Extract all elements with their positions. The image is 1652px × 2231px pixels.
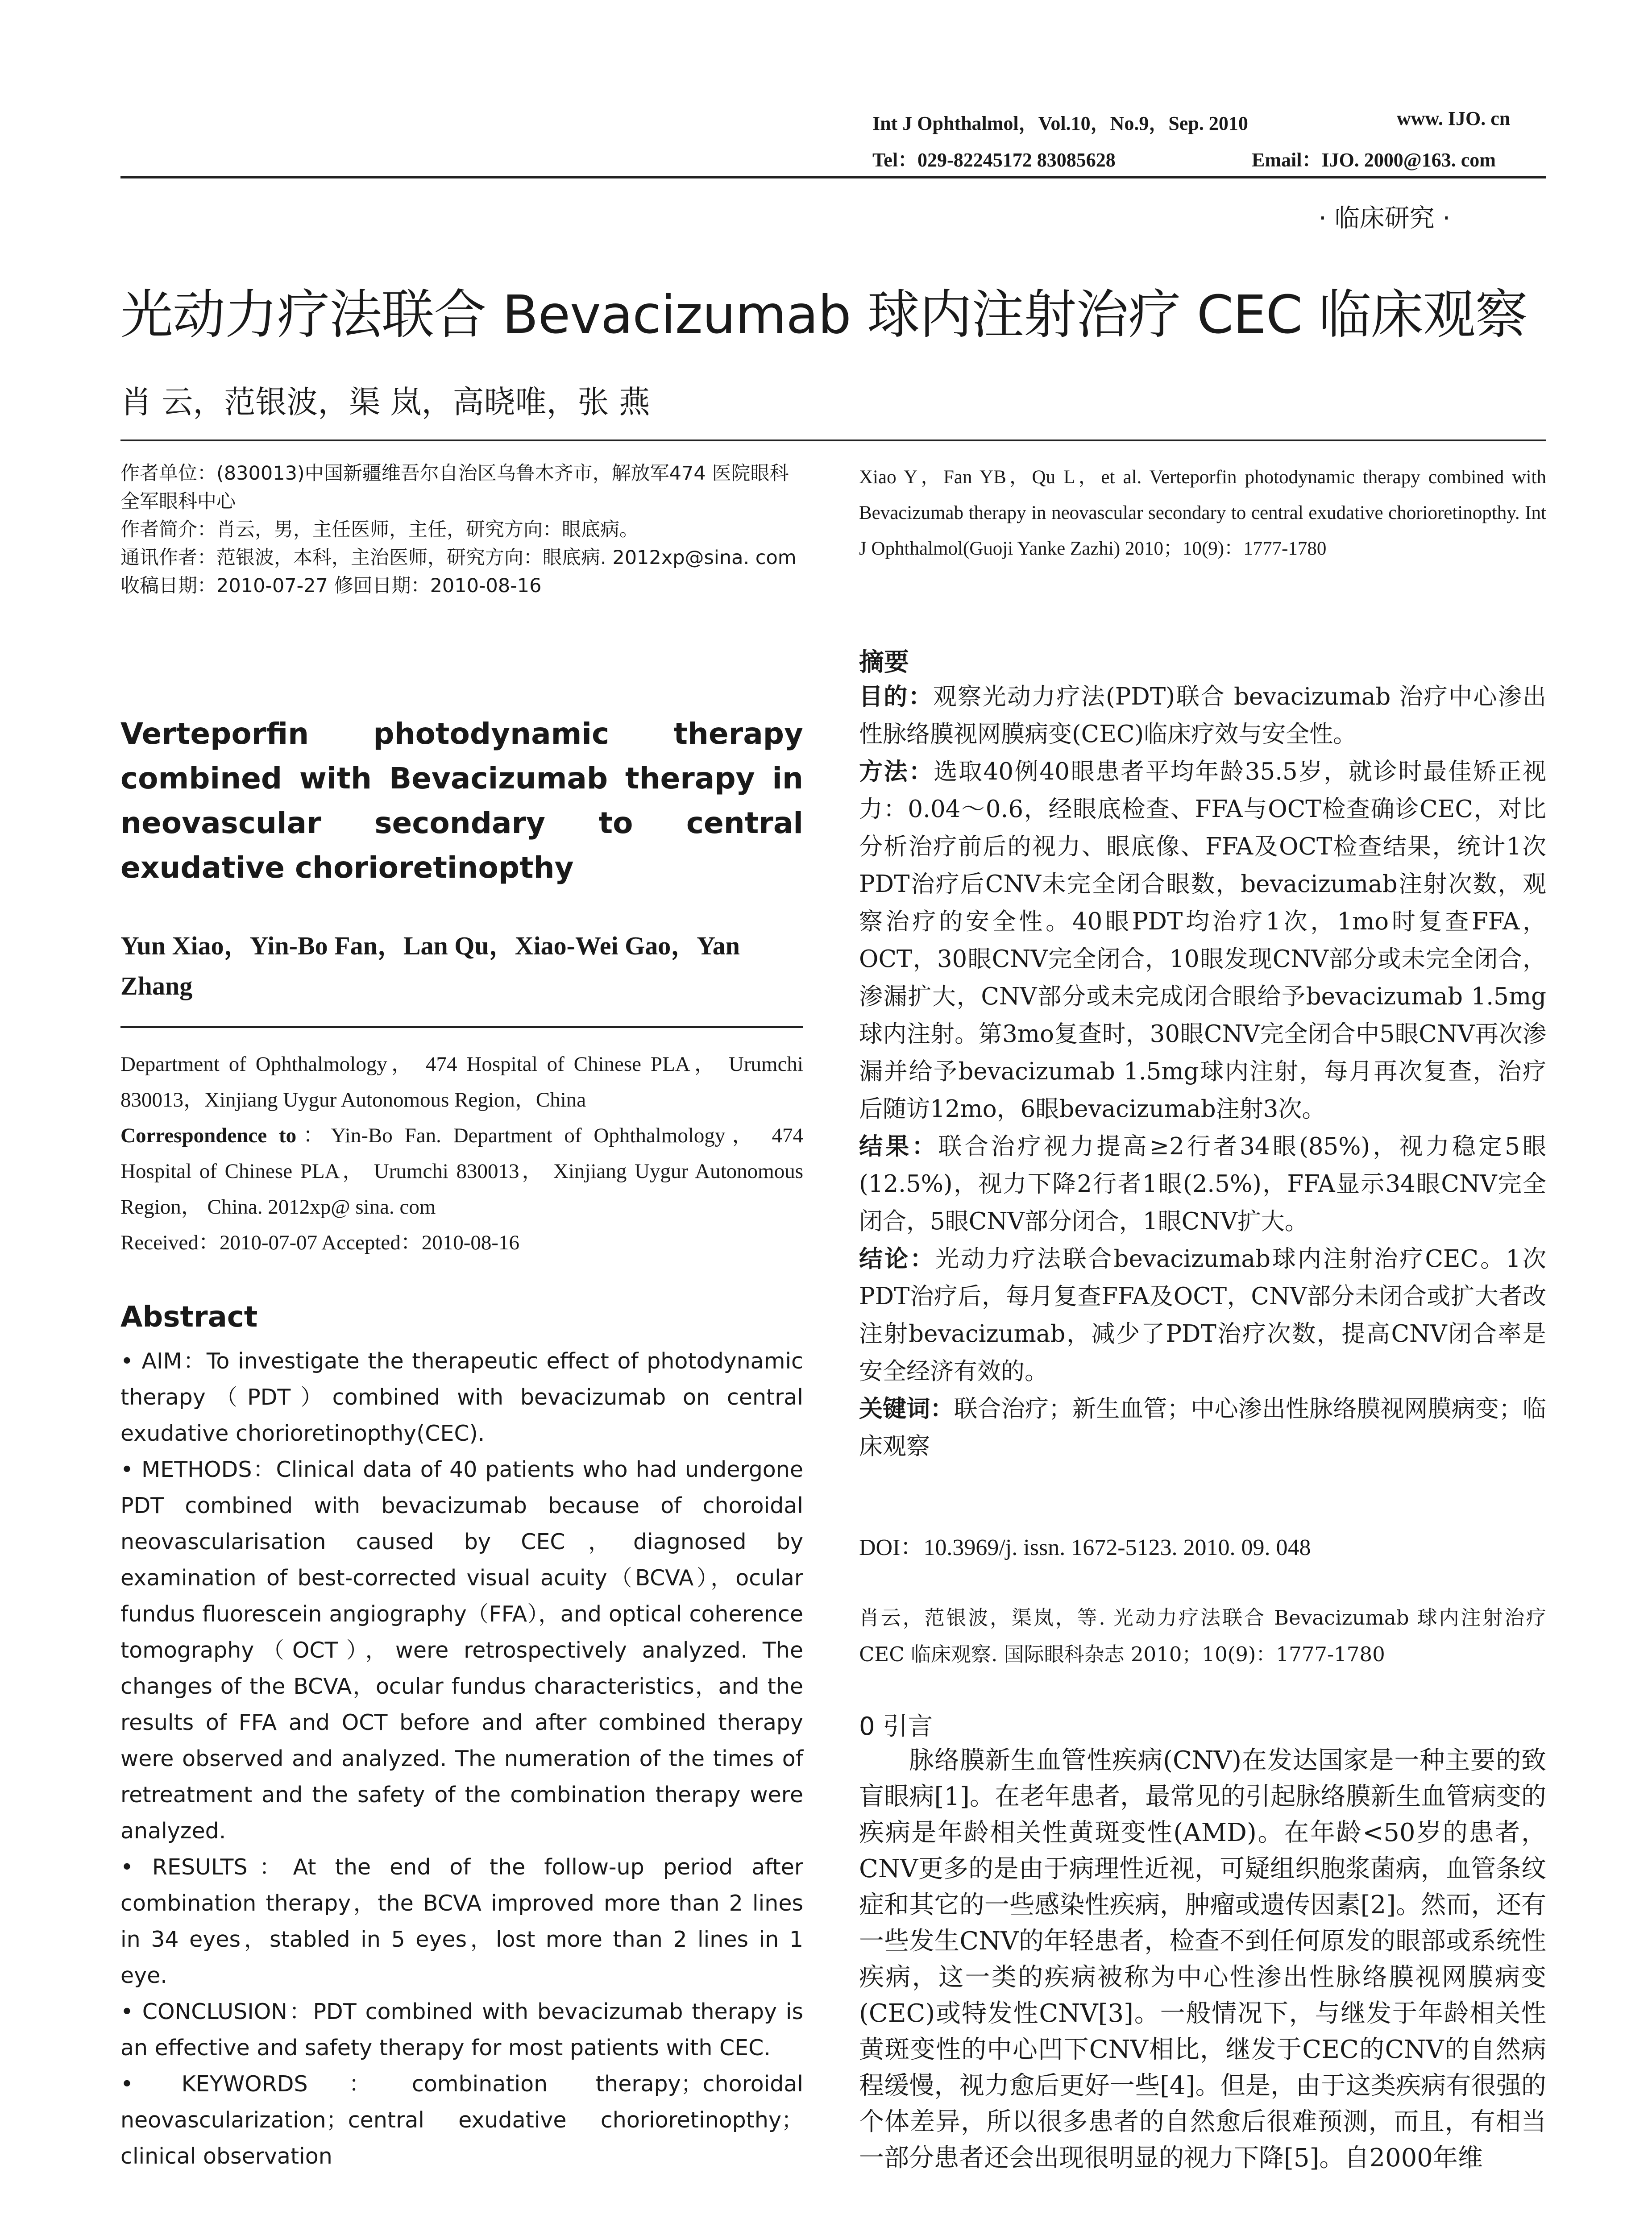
cn-methods-label: 方法： bbox=[859, 758, 934, 785]
abstract-english bbox=[120, 1343, 803, 2174]
cn-keywords bbox=[859, 1390, 1546, 1465]
cn-methods-text: 选取40例40眼患者平均年龄35.5岁，就诊时最佳矫正视力：0.04～0.6，经眼底检查、FFA与OCT检查确诊CEC，对比分析治疗前后的视力、眼底像、FFA及OCT检查结果，统计1次PDT治疗后CNV未完全闭合眼数，bevacizumab注射次数，观察治疗的安全性。40眼PDT均治疗1次，1mo时复查FFA，OCT，30眼CNV完全闭合，10眼发现CNV部分或未完全闭合，渗漏扩大，CNV部分或未完成闭合眼给予bevacizumab 1.5mg球内注射。第3mo复查时，30眼CNV完全闭合中5眼CNV再次渗漏并给予bevacizumab 1.5mg球内注射，每月再次复查，治疗后随访12mo，6眼bevacizumab注射3次。 bbox=[859, 758, 1547, 1123]
doi: DOI：10.3969/j. issn. 1672-5123. 2010. 09. 048 bbox=[859, 1535, 1311, 1560]
cn-keywords-label: 关键词： bbox=[859, 1395, 954, 1422]
cn-conclusion bbox=[859, 1240, 1546, 1390]
cn-abstract-heading: 摘要 bbox=[859, 648, 909, 677]
abstract-methods: • METHODS：Clinical data of 40 patients who had undergone PDT combined with bevacizumab because of choroidal neovascularisation caused by CEC，diagnosed by examination of best-corrected visual acuity（BCVA），ocular fundus fluorescein angiography（FFA），and optical coherence tomography（OCT），were retrospectively analyzed. The changes of the BCVA，ocular fundus characteristics，and the results of FFA and OCT before and after combined therapy were observed and analyzed. The numeration of the times of retreatment and the safety of the combination therapy were analyzed. bbox=[120, 1457, 803, 1844]
correspondence-label: Correspondence to bbox=[120, 1124, 297, 1147]
intro-text: 脉络膜新生血管性疾病(CNV)在发达国家是一种主要的致盲眼病[1]。在老年患者，最常见的引起脉络膜新生血管病变的疾病是年龄相关性黄斑变性(AMD)。在年龄<50岁的患者，CNV更多的是由于病理性近视，可疑组织胞浆菌病，血管条纹症和其它的一些感染性疾病，肿瘤或遗传因素[2]。然而，还有一些发生CNV的年轻患者，检查不到任何原发的眼部或系统性疾病，这一类的疾病被称为中心性渗出性脉络膜视网膜病变(CEC)或特发性CNV[3]。一般情况下，与继发于年龄相关性黄斑变性的中心凹下CNV相比，继发于CEC的CNV的自然病程缓慢，视力愈后更好一些[4]。但是，由于这类疾病有很强的个体差异，所以很多患者的自然愈后很难预测，而且，有相当一部分患者还会出现很明显的视力下降[5]。自2000年维 bbox=[859, 1746, 1546, 2173]
abstract-results: • RESULTS：At the end of the follow-up period after combination therapy，the BCVA improved more than 2 lines in 34 eyes，stabled in 5 eyes，lost more than 2 lines in 1 eye. bbox=[120, 1854, 803, 1988]
abstract-aim: • AIM：To investigate the therapeutic effect of photodynamic therapy（PDT）combined with bevacizumab on central exudative chorioretinopthy(CEC). bbox=[120, 1348, 803, 1446]
journal-email: Email：IJO. 2000@163. com bbox=[1252, 149, 1496, 171]
english-authors: Yun Xiao，Yin-Bo Fan，Lan Qu，Xiao-Wei Gao，Yan Zhang bbox=[120, 931, 740, 1000]
abstract-conclusion: • CONCLUSION：PDT combined with bevacizumab therapy is an effective and safety therapy for most patients with CEC. bbox=[120, 1999, 803, 2061]
section-tag: · 临床研究 · bbox=[1319, 204, 1451, 233]
cn-aim bbox=[859, 678, 1546, 753]
english-title: Verteporfin photodynamic therapy combined with Bevacizumab therapy in neovascular secondary to central exudative chorioretinopthy bbox=[120, 717, 803, 885]
correspondence-text: ：Yin-Bo Fan. Department of Ophthalmology， 474 Hospital of Chinese PLA， Urumchi 830013， Xinjiang Uygur Autonomous Region， China. 2012xp@ sina. com bbox=[120, 1124, 803, 1219]
abstract-keywords: • KEYWORDS：combination therapy；choroidal neovascularization；central exudative chorioretinopthy；clinical observation bbox=[120, 2071, 803, 2169]
cn-conclusion-text: 光动力疗法联合bevacizumab球内注射治疗CEC。1次PDT治疗后，每月复查FFA及OCT，CNV部分未闭合或扩大者改注射bevacizumab，减少了PDT治疗次数，提高CNV闭合率是安全经济有效的。 bbox=[859, 1245, 1547, 1385]
cn-results bbox=[859, 1128, 1546, 1240]
department: Department of Ophthalmology， 474 Hospital of Chinese PLA， Urumchi 830013，Xinjiang Uygur Autonomous Region，China bbox=[120, 1053, 803, 1111]
cn-aim-label: 目的： bbox=[859, 683, 933, 710]
journal-tel: Tel：029-82245172 83085628 bbox=[872, 149, 1116, 171]
english-citation: Xiao Y，Fan YB，Qu L，et al. Verteporfin photodynamic therapy combined with Bevacizumab therapy in neovascular secondary to central exudative chorioretinopthy. Int J Ophthalmol(Guoji Yanke Zazhi) 2010；10(9)：1777-1780 bbox=[859, 467, 1546, 559]
cn-aim-text: 观察光动力疗法(PDT)联合 bevacizumab 治疗中心渗出性脉络膜视网膜病变(CEC)临床疗效与安全性。 bbox=[859, 683, 1547, 748]
header-rule bbox=[120, 176, 1546, 178]
chinese-citation: 肖云，范银波，渠岚，等. 光动力疗法联合 Bevacizumab 球内注射治疗 CEC 临床观察. 国际眼科杂志 2010；10(9)：1777-1780 bbox=[859, 1606, 1546, 1666]
cn-keywords-text: 联合治疗；新生血管；中心渗出性脉络膜视网膜病变；临床观察 bbox=[859, 1395, 1547, 1460]
journal-line: Int J Ophthalmol，Vol.10，No.9，Sep. 2010 bbox=[872, 112, 1248, 134]
author-bio: 作者简介：肖云，男，主任医师，主任，研究方向：眼底病。 bbox=[120, 518, 639, 541]
affiliation-unit: 作者单位：(830013)中国新疆维吾尔自治区乌鲁木齐市，解放军474 医院眼科 全军眼科中心 bbox=[120, 462, 789, 513]
article-authors: 肖 云，范银波，渠 岚，高晓唯，张 燕 bbox=[120, 384, 650, 420]
cn-results-label: 结果： bbox=[859, 1133, 938, 1160]
correspondence bbox=[120, 1118, 803, 1225]
journal-website: www. IJO. cn bbox=[1397, 108, 1511, 129]
title-rule bbox=[120, 440, 1546, 441]
department-block bbox=[120, 1046, 803, 1261]
received-dates: 收稿日期：2010-07-27 修回日期：2010-08-16 bbox=[120, 575, 542, 597]
article-title: 光动力疗法联合 Bevacizumab 球内注射治疗 CEC 临床观察 bbox=[120, 284, 1527, 345]
intro-heading: 0 引言 bbox=[859, 1712, 933, 1741]
cn-conclusion-label: 结论： bbox=[859, 1245, 936, 1273]
abstract-heading: Abstract bbox=[120, 1301, 258, 1334]
cn-methods bbox=[859, 753, 1546, 1128]
english-authors-rule bbox=[120, 1026, 803, 1028]
received-accepted: Received：2010-07-07 Accepted：2010-08-16 bbox=[120, 1231, 520, 1254]
cn-results-text: 联合治疗视力提高≥2行者34眼(85%)，视力稳定5眼(12.5%)，视力下降2行者1眼(2.5%)，FFA显示34眼CNV完全闭合，5眼CNV部分闭合，1眼CNV扩大。 bbox=[859, 1133, 1546, 1235]
corresponding-author: 通讯作者：范银波，本科，主治医师，研究方向：眼底病. 2012xp@sina. com bbox=[120, 547, 797, 569]
abstract-chinese bbox=[859, 678, 1546, 1465]
affiliation-block bbox=[120, 460, 803, 600]
